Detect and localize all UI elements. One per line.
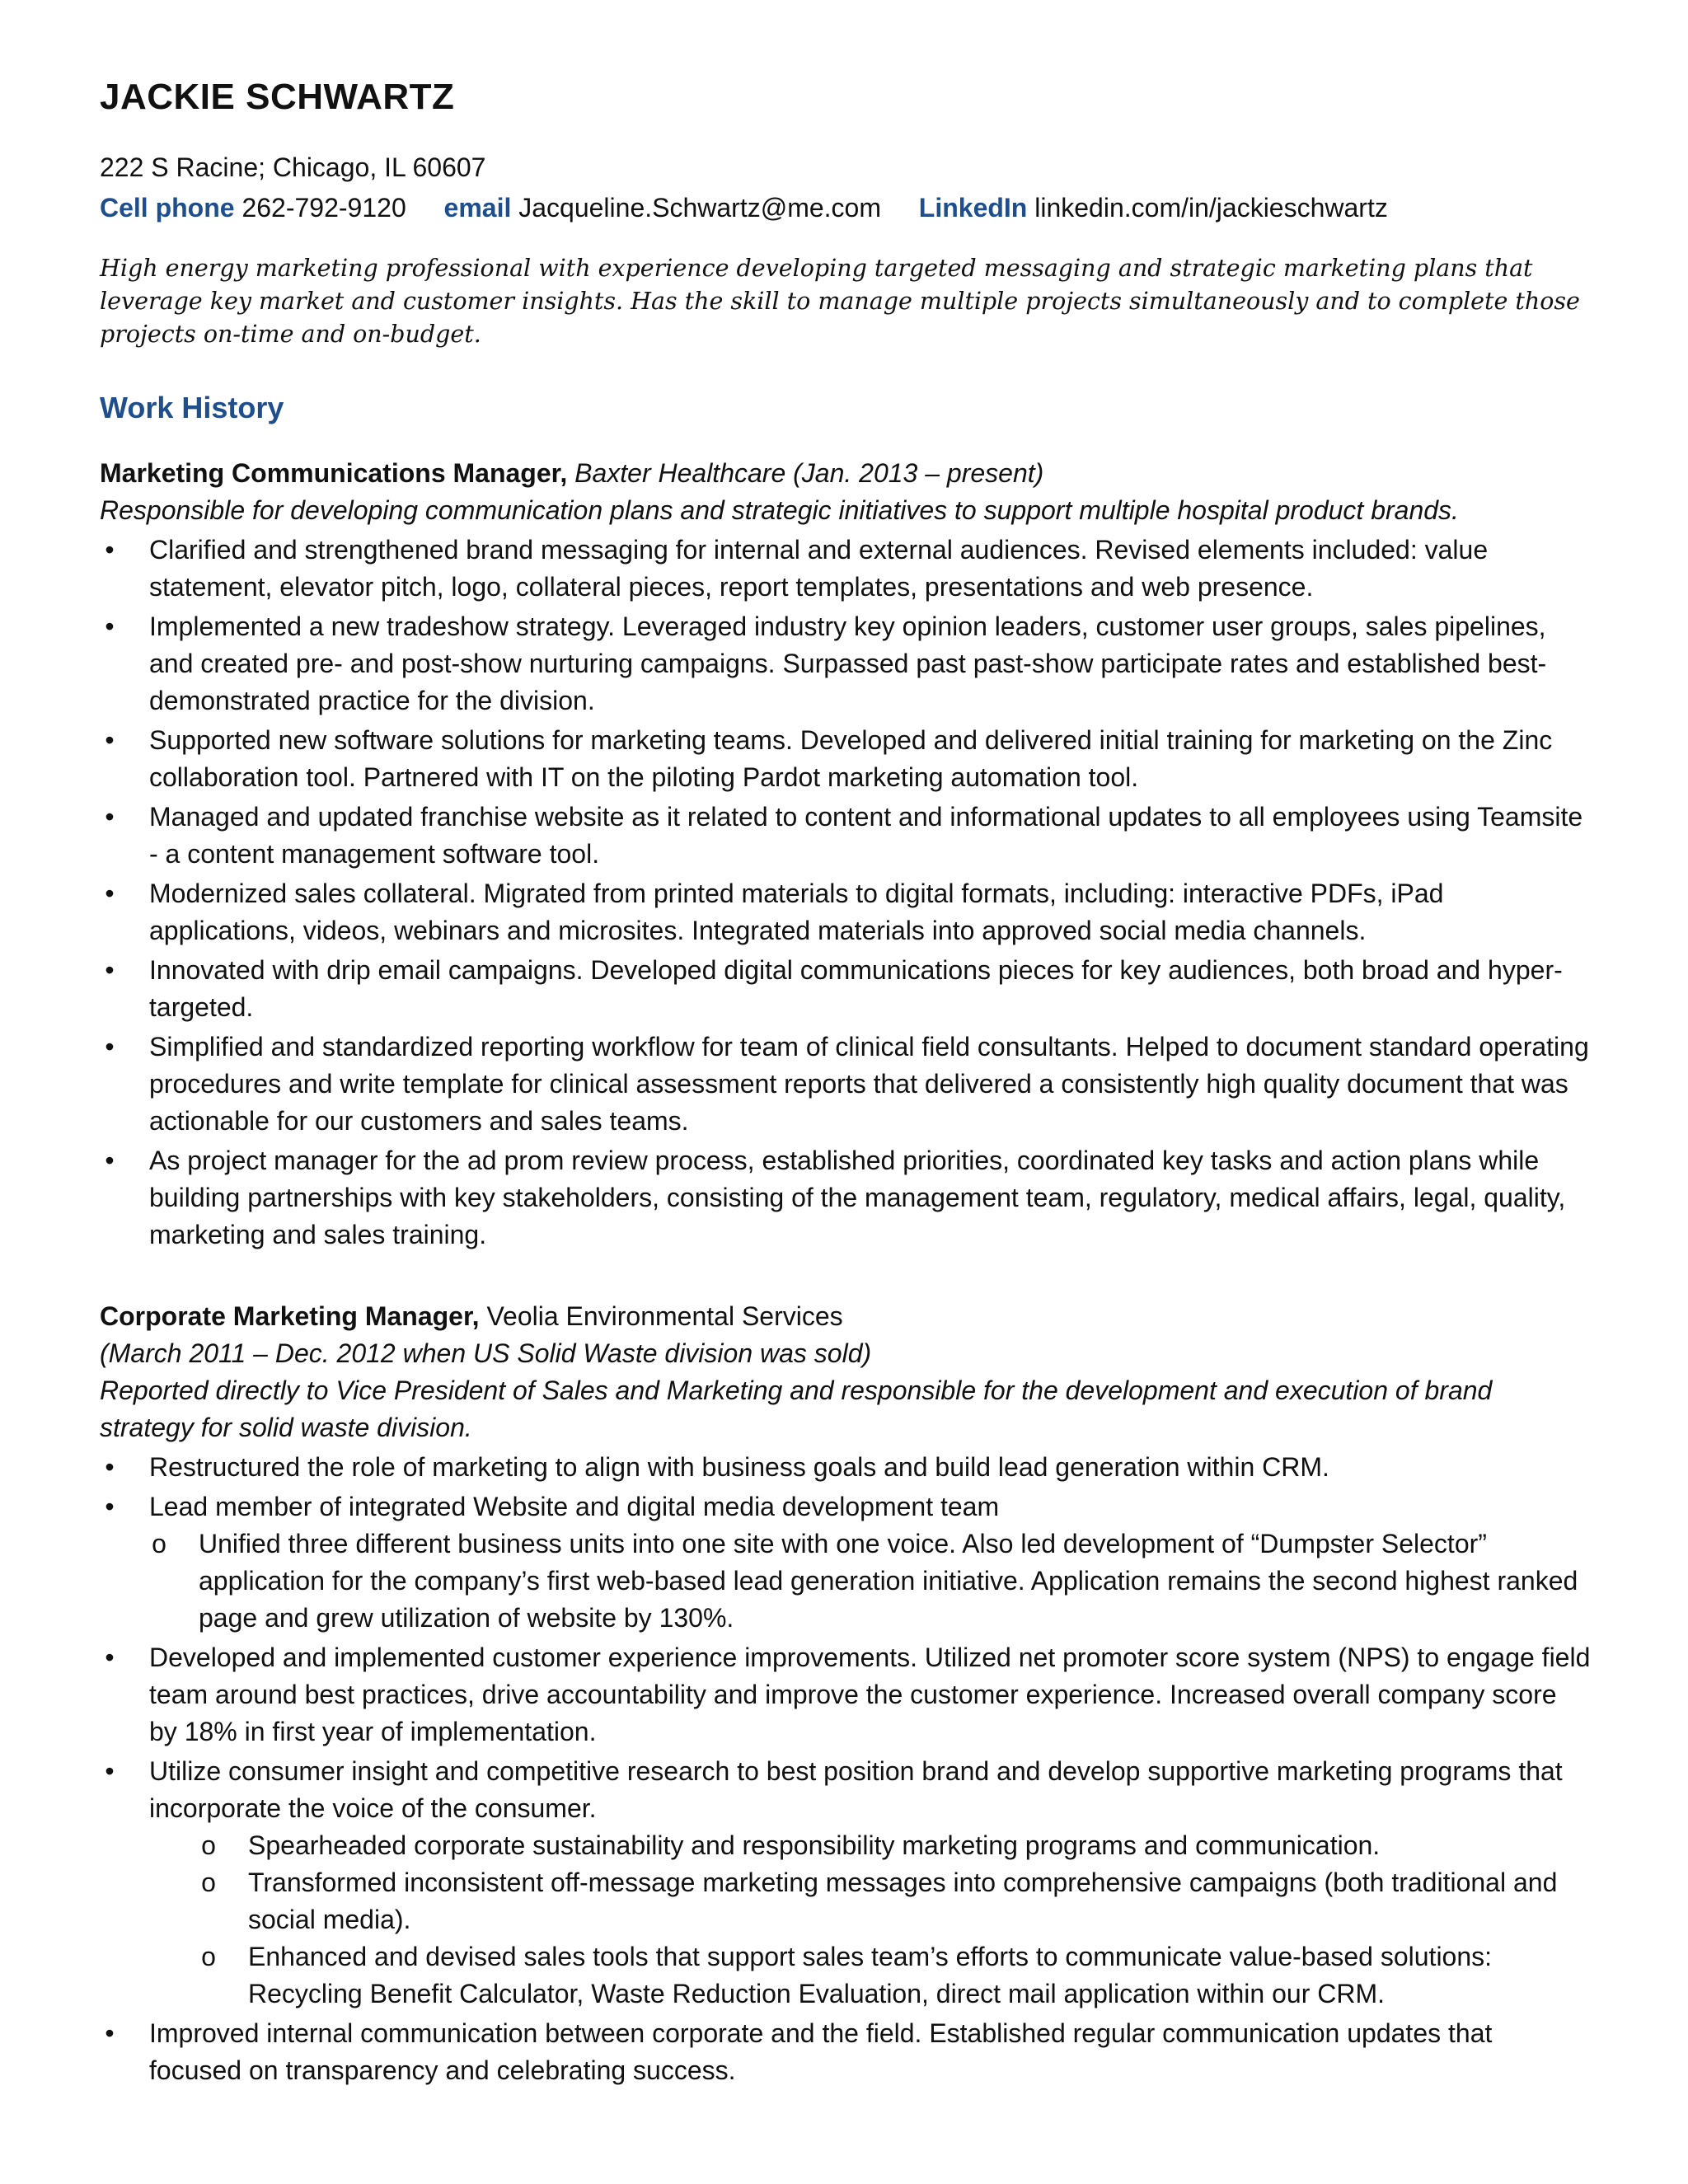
bullet-icon: • [105,955,115,986]
sub-list-item [149,1864,1592,1938]
linkedin-label: LinkedIn [918,192,1028,223]
list-item [100,1449,1592,1486]
bullet-icon: • [105,725,115,756]
bullet-text: Utilize consumer insight and competitive research to best position brand and develop supportive marketing programs that incorporate the voice of the consumer. [149,1756,1563,1824]
first-name: JACKIE [100,77,236,117]
list-item [100,1142,1592,1254]
email-value: Jacqueline.Schwartz@me.com [518,192,881,223]
bullet-icon: • [105,612,115,642]
job-entry [100,455,1592,1254]
job-dates: (March 2011 – Dec. 2012 when US Solid Waste division was sold) [100,1338,872,1369]
job-heading [100,1298,1592,1335]
bullet-icon: • [105,1492,115,1522]
list-item [100,532,1592,606]
circle-bullet-icon: o [152,1529,166,1559]
bullet-icon: • [105,535,115,565]
list-item [100,799,1592,873]
section-title-work-history: Work History [100,391,284,425]
list-item [100,875,1592,949]
email-label: email [443,192,512,223]
cell-value: 262-792-9120 [241,192,406,223]
bullet-icon: • [105,1756,115,1787]
list-item [100,1488,1592,1637]
sub-list-item [149,1526,1592,1637]
summary: High energy marketing professional with experience developing targeted messaging and strategic marketing plans that leverage key market and customer insights. Has the skill to manage multiple projects simultaneously and to complete those projects on-time and on-budget. [100,255,1580,349]
job-company: Veolia Environmental Services [486,1301,843,1332]
circle-bullet-icon: o [201,1942,216,1972]
job-heading [100,455,1592,492]
bullet-text: Restructured the role of marketing to align with business goals and build lead generation within CRM. [149,1452,1329,1483]
bullet-text: As project manager for the ad prom review process, established priorities, coordinated key tasks and action plans while building partnerships with key stakeholders, consisting of the management team, regulatory, medical affairs, legal, quality, marketing and sales training. [149,1146,1566,1250]
bullet-text: Implemented a new tradeshow strategy. Leveraged industry key opinion leaders, customer user groups, sales pipelines, and created pre- and post-show nurturing campaigns. Surpassed past past-show participate rates and established best-demonstrated practice for the division. [149,612,1547,716]
job-description: Responsible for developing communication plans and strategic initiatives to support multiple hospital product brands. [100,495,1459,526]
address: 222 S Racine; Chicago, IL 60607 [100,152,486,182]
circle-bullet-icon: o [201,1830,216,1861]
bullet-icon: • [105,1643,115,1673]
bullet-text: Clarified and strengthened brand messaging for internal and external audiences. Revised elements included: value statement, elevator pitch, logo, collateral pieces, report templates, presentations and web presence. [149,535,1489,602]
sub-bullets [149,1827,1592,2013]
bullet-text: Lead member of integrated Website and digital media development team [149,1492,1000,1522]
bullet-text: Supported new software solutions for marketing teams. Developed and delivered initial training for marketing on the Zinc collaboration tool. Partnered with IT on the piloting Pardot marketing automation tool. [149,725,1553,793]
sub-bullet-text: Transformed inconsistent off-message marketing messages into comprehensive campaigns (both traditional and social media). [248,1868,1558,1935]
sub-bullet-text: Unified three different business units into one site with one voice. Also led development of “Dumpster Selector” application for the company’s first web-based lead generation initiative. Application remains the second highest ranked page and grew utilization of website by 130%. [199,1529,1578,1633]
bullet-icon: • [105,1146,115,1176]
sub-bullet-text: Spearheaded corporate sustainability and responsibility marketing programs and communication. [248,1830,1381,1861]
list-item [100,1029,1592,1140]
bullet-icon: • [105,802,115,832]
linkedin-value: linkedin.com/in/jackieschwartz [1034,192,1388,223]
bullet-text: Managed and updated franchise website as it related to content and informational updates to all employees using Teamsite - a content management software tool. [149,802,1583,869]
sub-bullet-text: Enhanced and devised sales tools that support sales team’s efforts to communicate value-based solutions: Recycling Benefit Calculator, Waste Reduction Evaluation, direct mail application within our CRM. [248,1942,1493,2009]
bullet-text: Simplified and standardized reporting workflow for team of clinical field consultants. Helped to document standard operating procedures and write template for clinical assessment reports that delivered a consistently high quality document that was actionable for our customers and sales teams. [149,1032,1589,1137]
list-item [100,1639,1592,1750]
cell-label: Cell phone [100,192,235,223]
bullet-icon: • [105,2018,115,2049]
bullet-icon: • [105,1032,115,1062]
bullet-text: Improved internal communication between corporate and the field. Established regular communication updates that focused on transparency and celebrating success. [149,2018,1493,2086]
sub-bullets [149,1526,1592,1637]
bullet-text: Modernized sales collateral. Migrated from printed materials to digital formats, including: interactive PDFs, iPad applications, videos, webinars and microsites. Integrated materials into approved social media channels. [149,879,1444,946]
job-company: Baxter Healthcare [574,458,786,489]
bullet-icon: • [105,879,115,909]
last-name: SCHWARTZ [246,77,455,117]
sub-list-item [149,1938,1592,2013]
resume-page [100,76,1592,2089]
bullet-icon: • [105,1452,115,1483]
job-title: Corporate Marketing Manager, [100,1301,480,1332]
candidate-name [100,76,1592,120]
job-bullets [100,532,1592,1254]
job-bullets [100,1449,1592,2089]
job-dates: (Jan. 2013 – present) [793,458,1044,489]
job-title: Marketing Communications Manager, [100,458,568,489]
job-description: Reported directly to Vice President of Sales and Marketing and responsible for the development and execution of brand strategy for solid waste division. [100,1376,1493,1443]
bullet-text: Innovated with drip email campaigns. Developed digital communications pieces for key audiences, both broad and hyper-targeted. [149,955,1563,1023]
job-entry [100,1298,1592,2089]
list-item [100,608,1592,719]
list-item [100,952,1592,1026]
list-item [100,2015,1592,2089]
circle-bullet-icon: o [201,1868,216,1898]
list-item [100,1753,1592,2013]
sub-list-item [149,1827,1592,1864]
bullet-text: Developed and implemented customer experience improvements. Utilized net promoter score system (NPS) to engage field team around best practices, drive accountability and improve the customer experience. Increased overall company score by 18% in first year of implementation. [149,1643,1591,1747]
contact-line [100,190,1592,227]
list-item [100,722,1592,796]
